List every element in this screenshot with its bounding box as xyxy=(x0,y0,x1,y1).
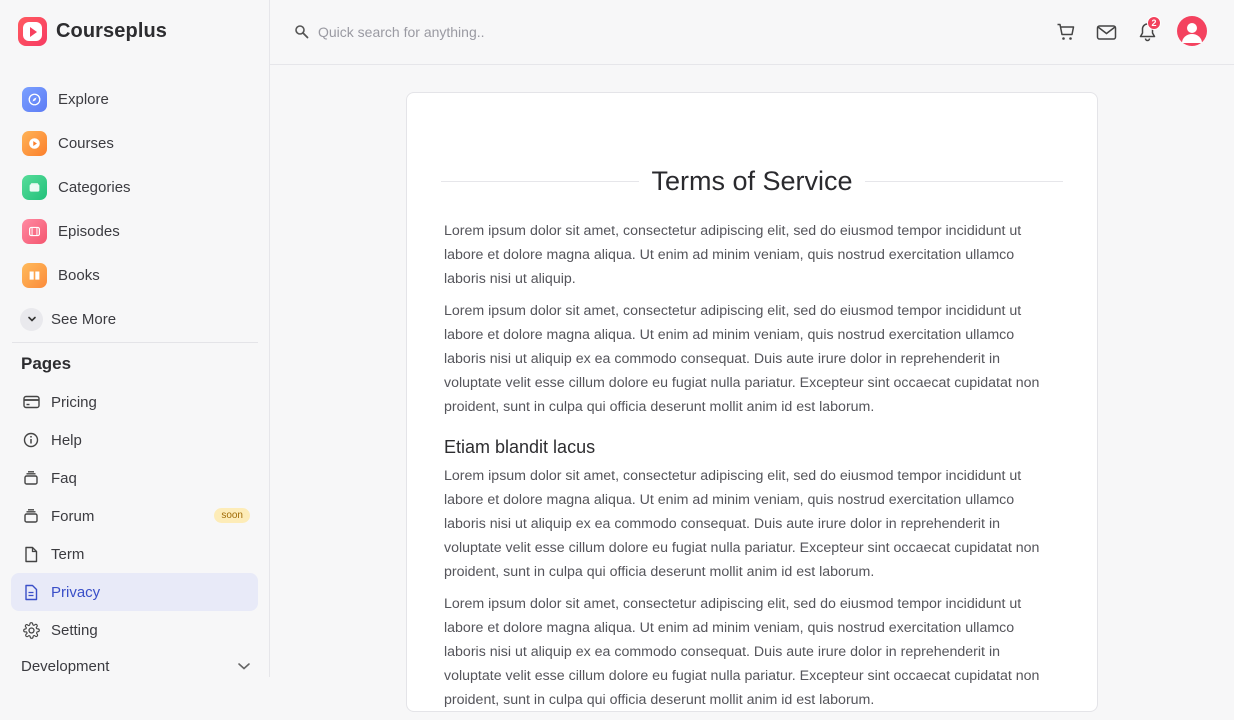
book-icon xyxy=(22,263,47,288)
brand[interactable] xyxy=(18,17,167,46)
page-item-label: Pricing xyxy=(51,393,97,411)
bell-icon[interactable] xyxy=(1135,20,1159,44)
pages-section-title: Pages xyxy=(21,354,72,373)
nav-label: Episodes xyxy=(58,222,120,240)
title-row xyxy=(441,163,1063,199)
brand-name: Courseplus xyxy=(56,20,168,42)
chevron-down-icon xyxy=(237,658,251,675)
page-item-label: Faq xyxy=(51,469,77,487)
play-icon xyxy=(22,131,47,156)
nav-label: Courses xyxy=(58,134,114,152)
avatar[interactable] xyxy=(1177,16,1207,46)
nav-label: Books xyxy=(58,266,100,284)
cart-icon[interactable] xyxy=(1054,20,1078,44)
title-divider-right xyxy=(865,181,1063,182)
see-more-label: See More xyxy=(51,310,117,328)
chevron-down-icon xyxy=(20,308,43,331)
page-item-help[interactable] xyxy=(11,421,258,459)
search-icon xyxy=(294,24,310,45)
see-more-button[interactable] xyxy=(10,297,260,341)
mail-icon[interactable] xyxy=(1094,20,1118,44)
sidebar xyxy=(0,0,270,677)
document-text-icon xyxy=(22,583,40,601)
credit-card-icon xyxy=(22,393,40,411)
page-item-pricing[interactable] xyxy=(11,383,258,421)
pages-nav xyxy=(11,383,258,649)
development-label: Development xyxy=(21,658,110,675)
brand-logo-icon xyxy=(18,17,47,46)
page-item-setting[interactable] xyxy=(11,611,258,649)
nav-item-explore[interactable] xyxy=(10,77,260,121)
search-input[interactable] xyxy=(318,20,618,44)
stack-icon xyxy=(22,507,40,525)
nav-item-books[interactable] xyxy=(10,253,260,297)
paragraph: Lorem ipsum dolor sit amet, consectetur adipiscing elit, sed do eiusmod tempor incididunt ut labore et dolore magna aliqua. Ut enim ad minim veniam, quis nostrud exercitation ullamco laboris nisi ut aliquip ex ea commodo consequat. Duis aute irure dolor in reprehenderit in voluptate velit esse cillum dolore eu fugiat nulla pariatur. Excepteur sint occaecat cupidatat non proident, sunt in culpa qui officia deserunt mollit anim id est laborum. xyxy=(444,596,1040,708)
paragraph: Lorem ipsum dolor sit amet, consectetur adipiscing elit, sed do eiusmod tempor incididunt ut labore et dolore magna aliqua. Ut enim ad minim veniam, quis nostrud exercitation ullamco laboris nisi ut aliquip ex ea commodo consequat. Duis aute irure dolor in reprehenderit in voluptate velit esse cillum dolore eu fugiat nulla pariatur. Excepteur sint occaecat cupidatat non proident, sunt in culpa qui officia deserunt mollit anim id est laborum. xyxy=(444,303,1040,415)
notification-badge: 2 xyxy=(1147,16,1161,30)
terms-card xyxy=(406,92,1098,712)
gear-icon xyxy=(22,621,40,639)
paragraph: Lorem ipsum dolor sit amet, consectetur adipiscing elit, sed do eiusmod tempor incididunt ut labore et dolore magna aliqua. Ut enim ad minim veniam, quis nostrud exercitation ullamco laboris nisi ut aliquip. xyxy=(444,223,1022,287)
soon-badge: soon xyxy=(214,508,250,523)
page-item-label: Term xyxy=(51,545,85,563)
development-dropdown[interactable] xyxy=(21,658,251,675)
compass-icon xyxy=(22,87,47,112)
nav-label: Explore xyxy=(58,90,109,108)
top-header xyxy=(270,0,1234,65)
title-divider-left xyxy=(441,181,639,182)
nav-item-courses[interactable] xyxy=(10,121,260,165)
nav-item-categories[interactable] xyxy=(10,165,260,209)
film-icon xyxy=(22,219,47,244)
folder-icon xyxy=(22,175,47,200)
nav-item-episodes[interactable] xyxy=(10,209,260,253)
nav-label: Categories xyxy=(58,178,131,196)
page-item-label: Setting xyxy=(51,621,98,639)
main-nav xyxy=(10,77,260,341)
page-item-faq[interactable] xyxy=(11,459,258,497)
paragraph: Lorem ipsum dolor sit amet, consectetur adipiscing elit, sed do eiusmod tempor incididunt ut labore et dolore magna aliqua. Ut enim ad minim veniam, quis nostrud exercitation ullamco laboris nisi ut aliquip ex ea commodo consequat. Duis aute irure dolor in reprehenderit in voluptate velit esse cillum dolore eu fugiat nulla pariatur. Excepteur sint occaecat cupidatat non proident, sunt in culpa qui officia deserunt mollit anim id est laborum. xyxy=(444,468,1040,580)
page-item-term[interactable] xyxy=(11,535,258,573)
document-content xyxy=(444,219,1056,720)
page-item-label: Help xyxy=(51,431,82,449)
stack-icon xyxy=(22,469,40,487)
page-item-forum[interactable] xyxy=(11,497,258,535)
section-heading: Etiam blandit lacus xyxy=(444,437,596,457)
sidebar-divider xyxy=(12,342,258,343)
page-item-label: Forum xyxy=(51,507,95,525)
page-item-label: Privacy xyxy=(51,583,101,601)
page-item-privacy[interactable] xyxy=(11,573,258,611)
info-icon xyxy=(22,431,40,449)
page-title: Terms of Service xyxy=(651,165,853,196)
document-icon xyxy=(22,545,40,563)
